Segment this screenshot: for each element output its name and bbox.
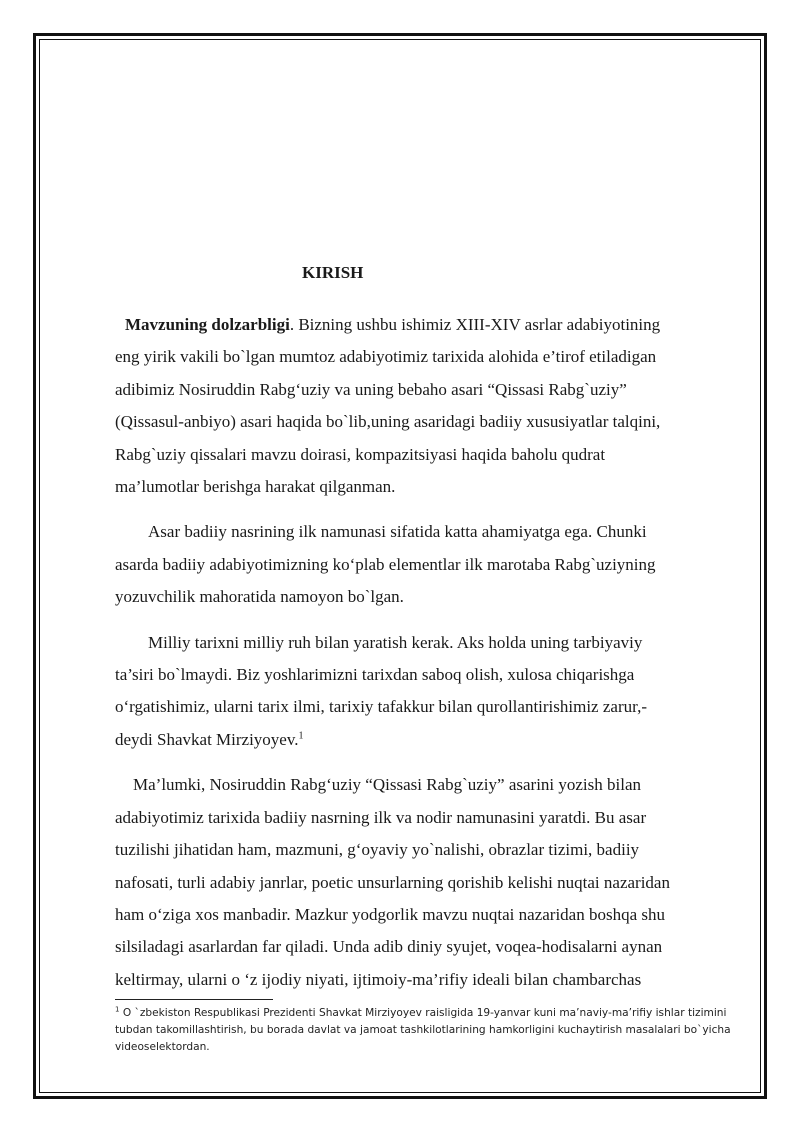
paragraph-line: eng yirik vakili bo`lgan mumtoz adabiyotimiz tarixida alohida e’tirof etiladigan bbox=[115, 347, 657, 367]
paragraph-quote bbox=[115, 627, 725, 757]
paragraph-line: adabiyotimiz tarixida badiiy nasrning ilk va nodir namunasini yaratdi. Bu asar bbox=[115, 807, 647, 827]
page-heading: KIRISH bbox=[302, 263, 364, 282]
paragraph-prose bbox=[115, 516, 725, 613]
paragraph-line: silsiladagi asarlardan far qiladi. Unda adib diniy syujet, voqea-hodisalarni aynan bbox=[115, 937, 663, 957]
footnote-separator bbox=[115, 999, 273, 1000]
paragraph-line: Rabg`uziy qissalari mavzu doirasi, kompazitsiyasi haqida baholu qudrat bbox=[115, 444, 606, 464]
footnote-reference[interactable]: 1 bbox=[298, 730, 304, 742]
paragraph-line: o‘rgatishimiz, ularni tarix ilmi, tarixiy tafakkur bilan qurollantirishimiz zarur,- bbox=[115, 697, 647, 717]
footnote-line: videoselektordan. bbox=[115, 1041, 210, 1053]
paragraph-line: ham o‘ziga xos manbadir. Mazkur yodgorlik mavzu nuqtai nazaridan boshqa shu bbox=[115, 904, 665, 924]
footnote bbox=[115, 1005, 747, 1056]
paragraph-line: Asar badiiy nasrining ilk namunasi sifatida katta ahamiyatga ega. Chunki bbox=[148, 522, 647, 542]
paragraph-line: Ma’lumki, Nosiruddin Rabg‘uziy “Qissasi Rabg`uziy” asarini yozish bilan bbox=[133, 775, 642, 795]
paragraph-line: deydi Shavkat Mirziyoyev. bbox=[115, 729, 299, 749]
paragraph-line: ta’siri bo`lmaydi. Biz yoshlarimizni tarixdan saboq olish, xulosa chiqarishga bbox=[115, 665, 635, 685]
paragraph-relevance bbox=[115, 309, 725, 503]
paragraph-line: (Qissasul-anbiyo) asari haqida bo`lib,uning asaridagi badiiy xususiyatlar talqini, bbox=[115, 412, 661, 432]
paragraph-line: nafosati, turli adabiy janrlar, poetic unsurlarning qorishib kelishi nuqtai nazaridan bbox=[115, 872, 670, 892]
footnote-line: tubdan takomillashtirish, bu borada davlat va jamoat tashkilotlarining hamkorligini kuchaytirish masalalari bo`yicha bbox=[115, 1024, 731, 1036]
paragraph-line: ma’lumotlar berishga harakat qilganman. bbox=[115, 477, 396, 497]
relevance-lead: Mavzuning dolzarbligi bbox=[125, 315, 290, 334]
footnote-number: 1 bbox=[115, 1005, 120, 1014]
paragraph-line: . Bizning ushbu ishimiz XIII-XIV asrlar adabiyotining bbox=[289, 315, 661, 334]
paragraph-line: adibimiz Nosiruddin Rabg‘uziy va uning bebaho asari “Qissasi Rabg`uziy” bbox=[115, 379, 627, 399]
document-body bbox=[115, 309, 725, 996]
paragraph-history bbox=[115, 769, 725, 996]
paragraph-line: yozuvchilik mahoratida namoyon bo`lgan. bbox=[115, 587, 404, 607]
footnote-line: O `zbekiston Respublikasi Prezidenti Shavkat Mirziyoyev raisligida 19-yanvar kuni ma’naviy-ma’rifiy ishlar tizimini bbox=[119, 1007, 727, 1019]
paragraph-line: tuzilishi jihatidan ham, mazmuni, g‘oyaviy yo`nalishi, obrazlar tizimi, badiiy bbox=[115, 840, 640, 860]
paragraph-line: asarda badiiy adabiyotimizning ko‘plab elementlar ilk marotaba Rabg`uziyning bbox=[115, 554, 656, 574]
paragraph-line: Milliy tarixni milliy ruh bilan yaratish kerak. Aks holda uning tarbiyaviy bbox=[148, 632, 643, 652]
paragraph-line: keltirmay, ularni o ‘z ijodiy niyati, ijtimoiy-ma’rifiy ideali bilan chambarchas bbox=[115, 969, 642, 989]
